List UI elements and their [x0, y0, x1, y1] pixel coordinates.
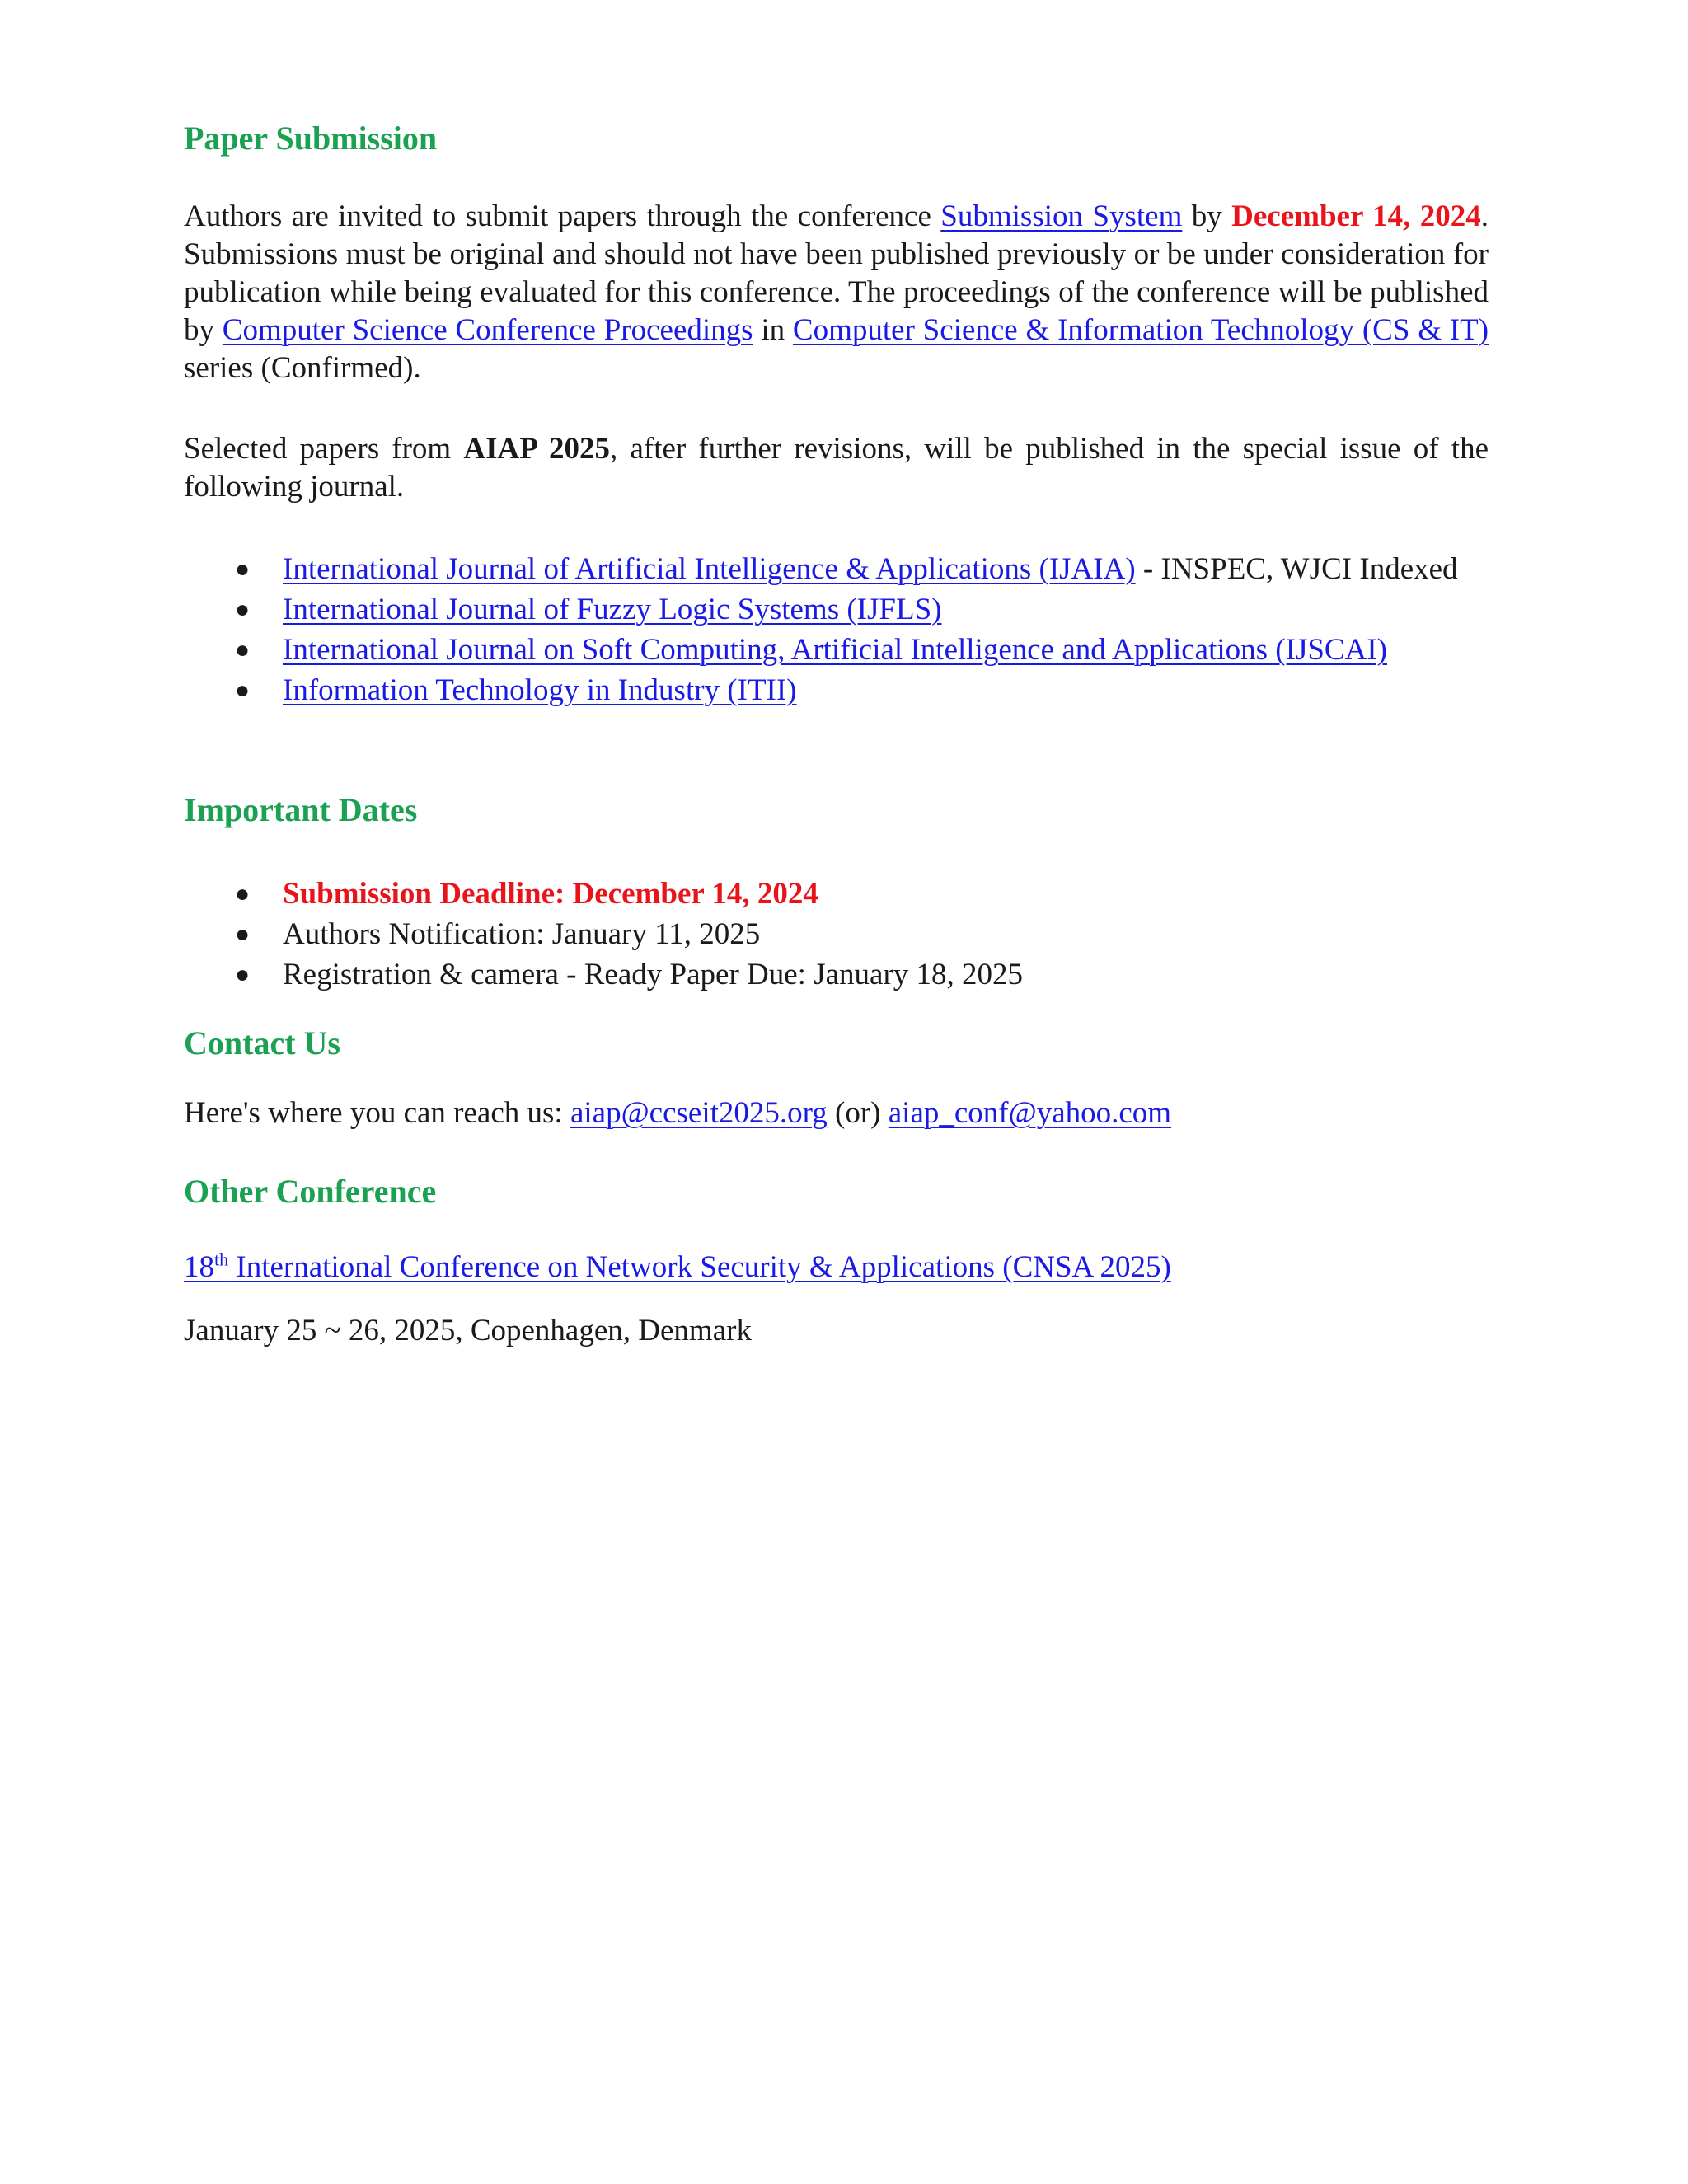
- journal-link-ijfls[interactable]: International Journal of Fuzzy Logic Systems (IJFLS): [283, 593, 942, 626]
- list-item: [184, 954, 1489, 995]
- cnsa-conference-link[interactable]: 18th International Conference on Network Security & Applications (CNSA 2025): [184, 1249, 1171, 1284]
- bullet-icon: ●: [235, 677, 251, 704]
- bullet-icon: ●: [235, 636, 251, 663]
- contact-line: Here's where you can reach us: aiap@ccseit2025.org (or) aiap_conf@yahoo.com: [184, 1096, 1172, 1130]
- bullet-icon: ●: [235, 596, 251, 623]
- journal-link-itii[interactable]: Information Technology in Industry (ITII): [283, 673, 797, 707]
- list-item: [184, 589, 1489, 630]
- list-item: [184, 874, 1489, 914]
- submission-deadline: Submission Deadline: December 14, 2024: [283, 877, 818, 911]
- list-item: ● International Journal of Artificial Intelligence & Applications (IJAIA) - INSPEC, WJCI Indexed: [184, 549, 1489, 589]
- important-dates-heading: Important Dates: [184, 791, 418, 828]
- list-item: [184, 630, 1489, 670]
- bullet-icon: ●: [235, 921, 251, 948]
- cscp-link[interactable]: Computer Science Conference Proceedings: [222, 313, 753, 347]
- submission-paragraph: Authors are invited to submit papers through the conference Submission System by December 14, 2024. Submissions must be original and should not have been published previously or be under consideration for publication while being evaluated for this conference. The proceedings of the conference will be published by Computer Science Conference Proceedings in Computer Science & Information Technology (CS & IT) series (Confirmed).: [184, 199, 1489, 385]
- selected-papers-paragraph: Selected papers from AIAP 2025, after further revisions, will be published in the special issue of the following journal.: [184, 432, 1489, 504]
- journal-link-ijscai[interactable]: International Journal on Soft Computing, Artificial Intelligence and Applications (IJSCAI): [283, 633, 1387, 667]
- other-conference-details: January 25 ~ 26, 2025, Copenhagen, Denmark: [184, 1314, 752, 1347]
- list-item: [184, 670, 1489, 710]
- journal-list: [184, 549, 1489, 710]
- email-link-primary[interactable]: aiap@ccseit2025.org: [570, 1096, 828, 1130]
- other-conference-link-line: [184, 1249, 1489, 1286]
- bullet-icon: ●: [235, 961, 251, 988]
- conference-name: AIAP 2025: [463, 432, 611, 466]
- submission-system-link[interactable]: Submission System: [940, 199, 1183, 233]
- paper-submission-heading: Paper Submission: [184, 120, 438, 157]
- dates-list: [184, 874, 1489, 995]
- registration-due: Registration & camera - Ready Paper Due: January 18, 2025: [283, 958, 1024, 991]
- other-conference-heading: Other Conference: [184, 1173, 437, 1210]
- authors-notification: Authors Notification: January 11, 2025: [283, 917, 761, 951]
- journal-link-ijaia[interactable]: International Journal of Artificial Intelligence & Applications (IJAIA): [283, 552, 1136, 586]
- bullet-icon: ●: [235, 880, 251, 907]
- list-item: [184, 914, 1489, 954]
- email-link-secondary[interactable]: aiap_conf@yahoo.com: [888, 1096, 1172, 1130]
- submission-date: December 14, 2024: [1231, 199, 1481, 233]
- contact-heading: Contact Us: [184, 1024, 340, 1062]
- bullet-icon: ●: [235, 555, 251, 583]
- csit-series-link[interactable]: Computer Science & Information Technology (CS & IT): [792, 313, 1489, 347]
